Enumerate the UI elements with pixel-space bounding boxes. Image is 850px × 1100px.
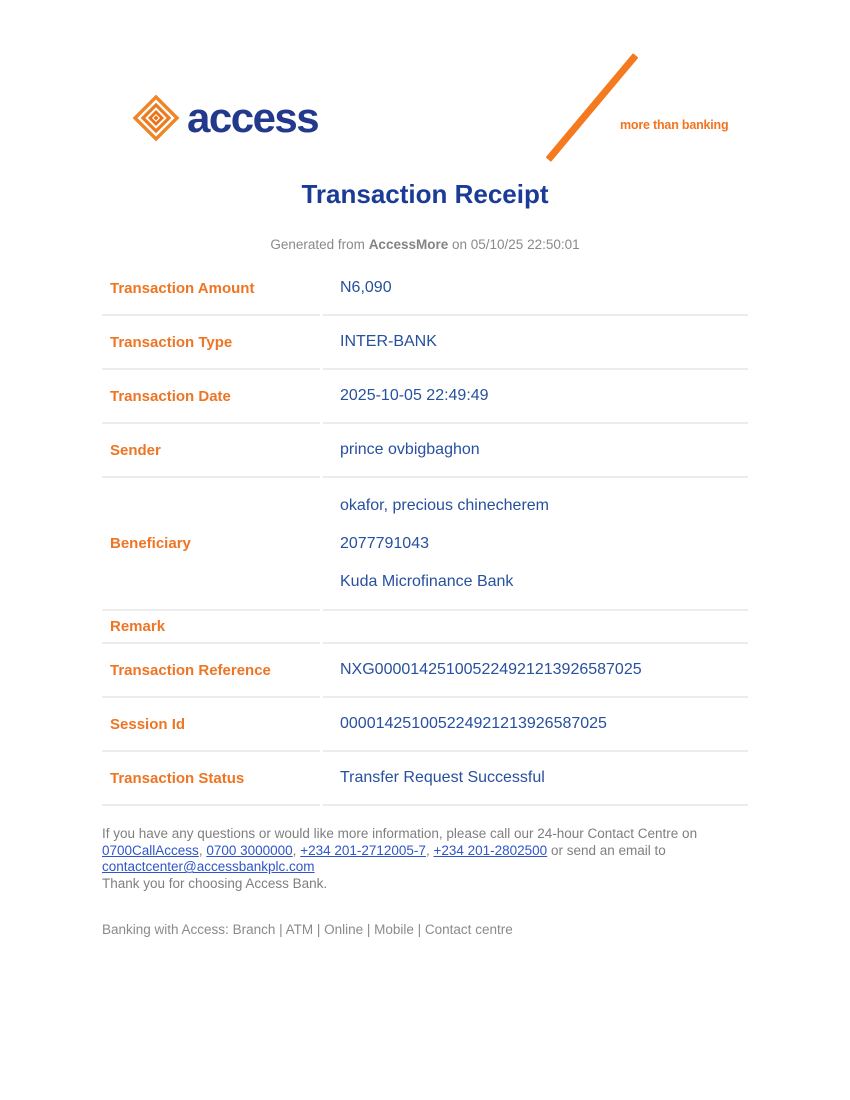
thanks-line: Thank you for choosing Access Bank. — [102, 875, 328, 891]
receipt-row — [102, 262, 748, 316]
phone-link[interactable]: 0700 3000000 — [206, 842, 293, 858]
beneficiary-line: Kuda Microfinance Bank — [340, 572, 514, 590]
receipt-row — [102, 611, 748, 644]
email-intro-text: or send an email to — [550, 842, 666, 858]
receipt-row-value: prince ovbigbaghon — [323, 424, 748, 478]
access-wordmark: access — [187, 94, 319, 141]
receipt-row — [102, 752, 748, 806]
page-title: Transaction Receipt — [301, 179, 549, 209]
banking-channels-line: Banking with Access: Branch | ATM | Online | Mobile | Contact centre — [102, 922, 513, 937]
receipt-row-label: Transaction Date — [102, 370, 320, 424]
generated-line — [0, 237, 850, 252]
receipt-row-value — [323, 611, 748, 644]
access-diamond-icon — [132, 92, 180, 144]
access-bank-logo — [132, 92, 318, 144]
receipt-row-label: Transaction Reference — [102, 644, 320, 698]
receipt-row — [102, 424, 748, 478]
receipt-row-value: 000014251005224921213926587025 — [323, 698, 748, 752]
receipt-row-label: Transaction Amount — [102, 262, 320, 316]
receipt-row-label: Remark — [102, 611, 320, 644]
contact-intro-text: If you have any questions or would like more information, please call our 24-hour Contact Centre on — [102, 826, 698, 841]
receipt-row-value: Transfer Request Successful — [323, 752, 748, 806]
receipt-row-value — [323, 478, 748, 611]
brand-slash-icon — [546, 53, 639, 162]
receipt-row-value: 2025-10-05 22:49:49 — [323, 370, 748, 424]
receipt-row — [102, 316, 748, 370]
email-link[interactable]: contactcenter@accessbankplc.com — [102, 859, 315, 875]
receipt-row-value: N6,090 — [323, 262, 748, 316]
generated-prefix: Generated from — [270, 237, 365, 252]
receipt-row-label: Transaction Status — [102, 752, 320, 806]
beneficiary-line: okafor, precious chinecherem — [340, 496, 549, 514]
receipt-row-label: Sender — [102, 424, 320, 478]
receipt-row-value: NXG000014251005224921213926587025 — [323, 644, 748, 698]
receipt-row — [102, 370, 748, 424]
receipt-row-label: Session Id — [102, 698, 320, 752]
receipt-row — [102, 698, 748, 752]
beneficiary-line: 2077791043 — [340, 534, 429, 552]
receipt-row — [102, 644, 748, 698]
receipt-table — [102, 262, 748, 806]
contact-paragraph: If you have any questions or would like more information, please call our 24-hour Contact Centre on 0700CallAccess, 0700 3000000, +234 201-2712005-7, +234 201-2802500 or send an email to contactcenter@accessbankplc.com Thank you for choosing Access Bank. — [102, 826, 698, 891]
phone-link[interactable]: +234 201-2712005-7 — [300, 842, 426, 858]
brand-tagline: more than banking — [620, 118, 729, 132]
phone-link[interactable]: +234 201-2802500 — [433, 842, 548, 858]
receipt-row-label: Beneficiary — [102, 478, 320, 611]
phone-link[interactable]: 0700CallAccess — [102, 842, 199, 858]
generated-suffix: on 05/10/25 22:50:01 — [452, 237, 580, 252]
generated-app-name: AccessMore — [368, 237, 449, 252]
receipt-row-label: Transaction Type — [102, 316, 320, 370]
receipt-row — [102, 478, 748, 611]
receipt-row-value: INTER-BANK — [323, 316, 748, 370]
